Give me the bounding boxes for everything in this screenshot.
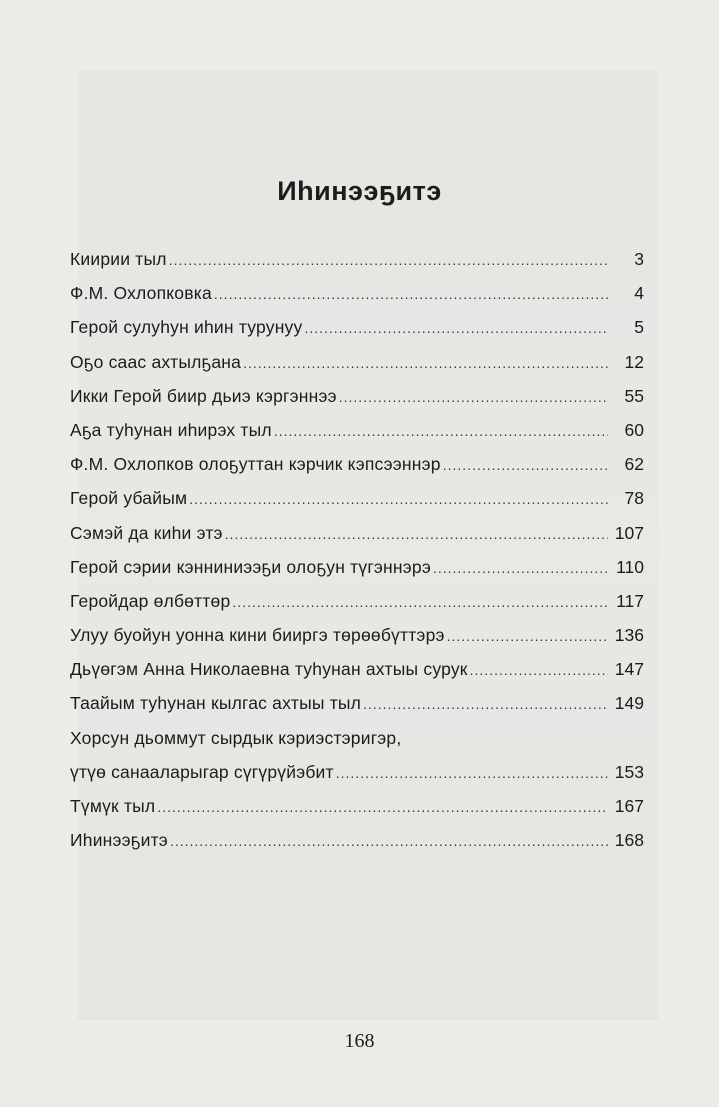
toc-entry-page: 110 [616,556,644,577]
toc-entry-page: 60 [624,419,644,440]
toc-entry [70,386,644,420]
toc-entry-page: 167 [614,796,644,816]
toc-entry [70,796,644,830]
toc-entry-title: Түмүк тыл [70,796,156,816]
toc-entry-title: Герой убайым [70,488,188,509]
toc-entry-page: 147 [614,659,644,680]
toc-leader-dots [169,252,608,268]
toc-leader-dots [339,389,608,405]
toc-entry [70,557,644,591]
table-of-contents [70,249,644,864]
toc-entry-title: Икки Герой биир дьиэ кэргэннээ [70,385,337,406]
toc-entry-title: үтүө санааларыгар сүгүрүйэбит [70,761,334,782]
toc-entry [70,625,644,659]
toc-entry-page: 55 [624,385,644,406]
toc-entry [70,283,644,317]
toc-entry [70,693,644,727]
toc-leader-dots [447,628,608,644]
toc-entry [70,591,644,625]
toc-entry-continued [70,728,644,762]
toc-leader-dots [232,594,608,610]
toc-leader-dots [157,799,608,815]
toc-leader-dots [470,662,608,678]
toc-entry [70,488,644,522]
toc-leader-dots [363,696,608,712]
toc-entry [70,249,644,283]
page-title: Иһинээҕитэ [277,176,442,206]
toc-entry-page: 153 [614,761,644,782]
toc-entry-title: Оҕо саас ахтылҕана [70,351,242,372]
toc-entry [70,352,644,386]
toc-leader-dots [214,286,608,302]
toc-entry-page: 149 [614,693,644,714]
toc-entry [70,830,644,864]
toc-entry-title: Герой сэрии кэнниниээҕи олоҕун түгэннэрэ [70,556,431,577]
toc-entry-title: Ф.М. Охлопков олоҕуттан кэрчик кэпсээннэр [70,454,441,475]
toc-leader-dots [274,423,608,439]
toc-entry [70,659,644,693]
toc-entry-page: 12 [624,351,644,372]
toc-entry-page: 136 [614,625,644,646]
page-number: 168 [344,1030,375,1052]
toc-leader-dots [336,765,608,781]
toc-leader-dots [443,457,608,473]
toc-leader-dots [433,560,608,576]
toc-entry-page: 3 [634,249,644,269]
toc-entry [70,523,644,557]
toc-entry-page: 168 [614,830,644,851]
toc-entry-title: Иһинээҕитэ [70,830,168,851]
toc-entry-title: Улуу буойун уонна кини бииргэ төрөөбүттэрэ [70,625,445,646]
toc-entry-title: Дьүөгэм Анна Николаевна туһунан ахтыы сурук [70,659,468,680]
toc-entry-title: Геройдар өлбөттөр [70,590,231,611]
toc-leader-dots [304,320,608,336]
toc-entry-title: Ф.М. Охлопковка [70,283,212,304]
toc-entry [70,454,644,488]
toc-entry-title: Таайым туһунан кылгас ахтыы тыл [70,693,362,714]
toc-entry-title: Сэмэй да киһи этэ [70,522,223,543]
toc-entry [70,762,644,796]
toc-entry-page: 117 [616,590,644,611]
toc-entry [70,317,644,351]
toc-entry-title: Хорсун дьоммут сырдык кэриэстэригэр, [70,727,402,748]
toc-entry-title: Киирии тыл [70,249,167,269]
toc-entry-page: 5 [634,317,644,338]
toc-leader-dots [225,526,608,542]
toc-leader-dots [170,833,608,849]
toc-entry [70,420,644,454]
toc-entry-title: Герой сулуһун иһин турунуу [70,317,303,338]
toc-entry-page: 78 [624,488,644,509]
toc-entry-page: 62 [624,454,644,475]
toc-leader-dots [189,491,608,507]
toc-entry-page: 4 [634,283,644,304]
toc-leader-dots [243,355,608,371]
toc-entry-title: Аҕа туһунан иһирэх тыл [70,419,272,440]
toc-entry-page: 107 [614,522,644,543]
